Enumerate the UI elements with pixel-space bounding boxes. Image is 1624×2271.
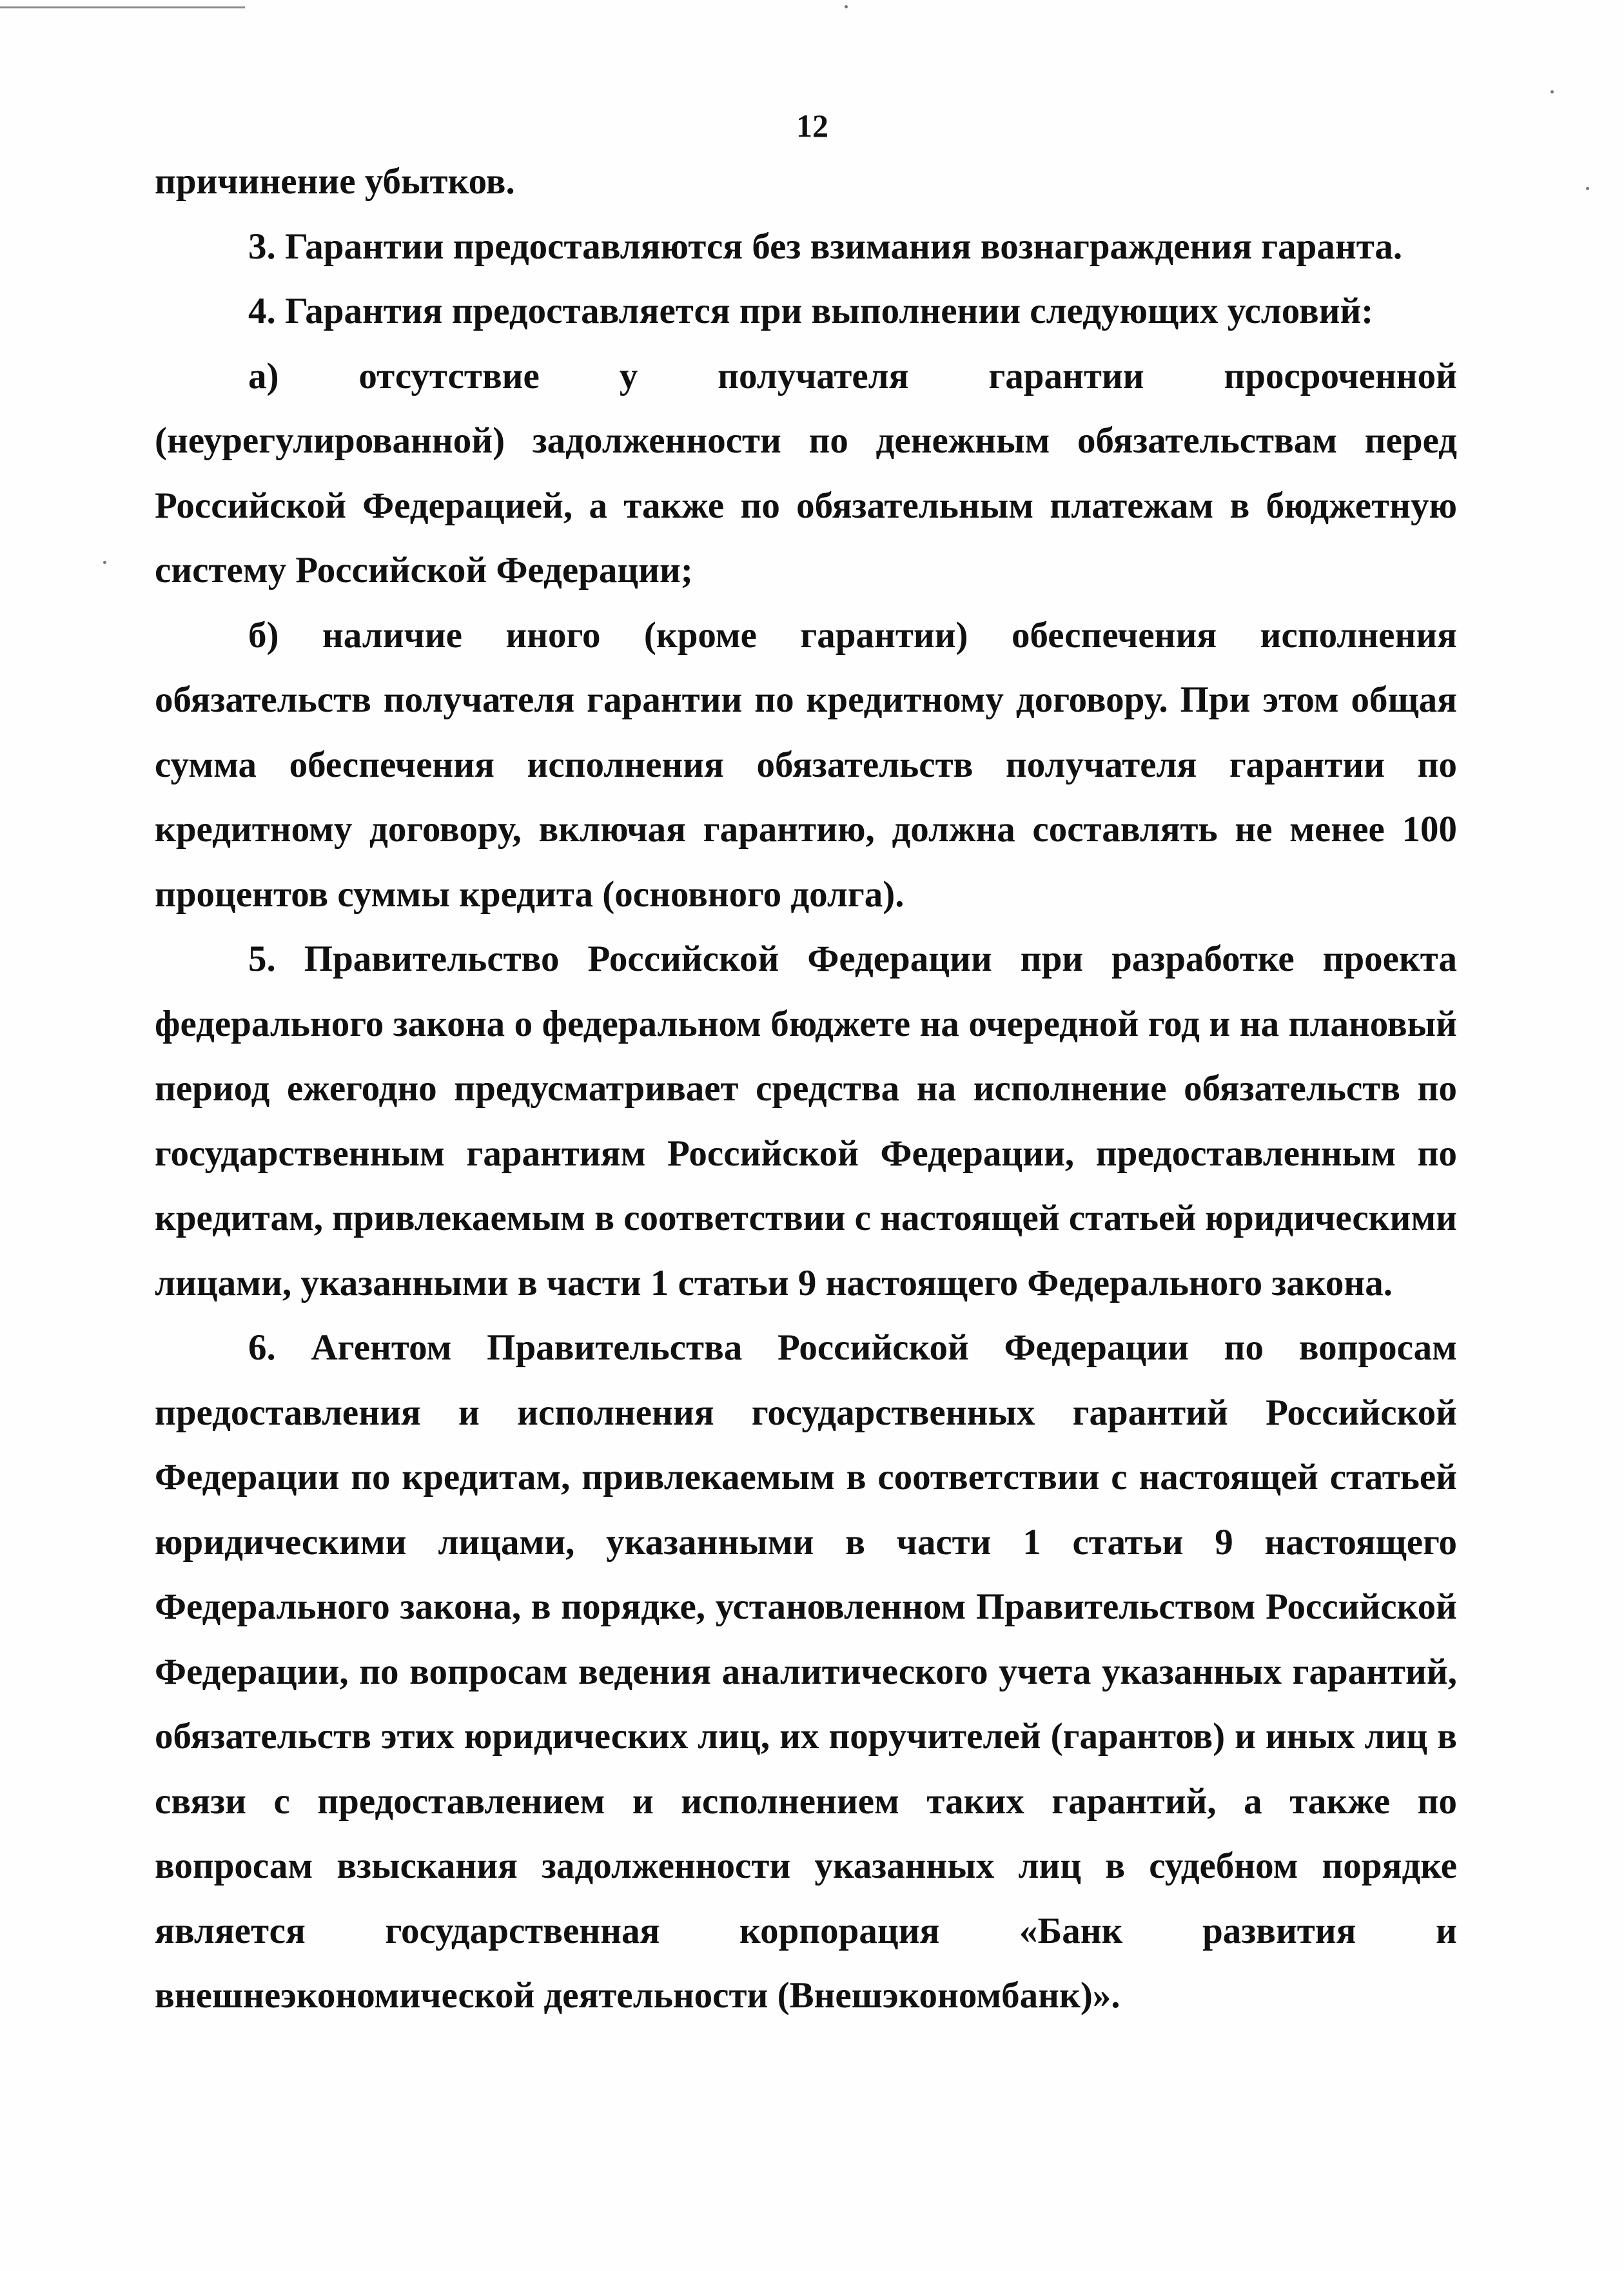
paragraph-subitem-b: б) наличие иного (кроме гарантии) обеспечения исполнения обязательств получателя гарантии по кредитному договору. При этом общая сумма обеспечения исполнения обязательств получателя гарантии по кредитному договору, включая гарантию, должна составлять не менее 100 процентов суммы кредита (основного долга). xyxy=(155,614,1457,915)
document-body xyxy=(155,150,1457,2029)
scan-speck xyxy=(103,561,106,564)
paragraph-item-4: 4. Гарантия предоставляется при выполнении следующих условий: xyxy=(248,291,1374,331)
paragraph-item-3: 3. Гарантии предоставляются без взимания вознаграждения гаранта. xyxy=(248,226,1403,267)
paragraph-item-5: 5. Правительство Российской Федерации при разработке проекта федерального закона о федеральном бюджете на очередной год и на плановый период ежегодно предусматривает средства на исполнение обязательств по государственным гарантиям Российской Федерации, предоставленным по кредитам, привлекаемым в соответствии с настоящей статьей юридическими лицами, указанными в части 1 статьи 9 настоящего Федерального закона. xyxy=(155,939,1457,1303)
page-number: 12 xyxy=(796,108,828,144)
scan-speck xyxy=(1586,187,1589,190)
scan-speck xyxy=(1551,90,1554,93)
paragraph-item-6: 6. Агентом Правительства Российской Федерации по вопросам предоставления и исполнения государственных гарантий Российской Федерации по кредитам, привлекаемым в соответствии с настоящей статьей юридическими лицами, указанными в части 1 статьи 9 настоящего Федерального закона, в порядке, установленном Правительством Российской Федерации, по вопросам ведения аналитического учета указанных гарантий, обязательств этих юридических лиц, их поручителей (гарантов) и иных лиц в связи с предоставлением и исполнением таких гарантий, а также по вопросам взыскания задолженности указанных лиц в судебном порядке является государственная корпорация «Банк развития и внешнеэкономической деятельности (Внешэкономбанк)». xyxy=(155,1327,1457,2016)
scan-edge-line xyxy=(0,6,245,8)
paragraph-continuation: причинение убытков. xyxy=(155,161,515,202)
paragraph-subitem-a: а) отсутствие у получателя гарантии просроченной (неурегулированной) задолженности по денежным обязательствам перед Российской Федерацией, а также по обязательным платежам в бюджетную систему Российской Федерации; xyxy=(155,355,1457,590)
scan-speck xyxy=(845,5,848,8)
